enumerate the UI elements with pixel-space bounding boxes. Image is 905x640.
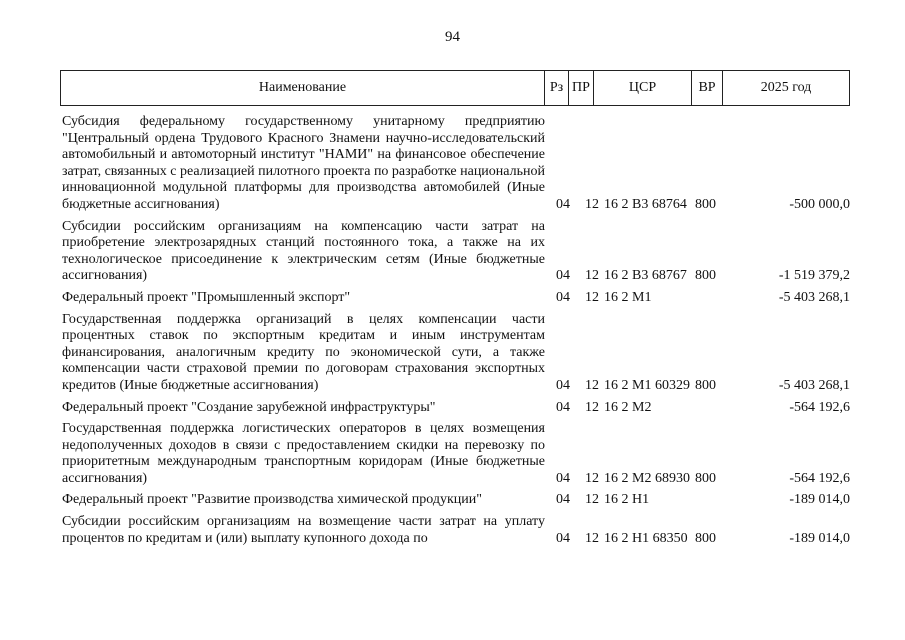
- header-rz: Рз: [544, 71, 568, 105]
- table-header: [60, 70, 850, 106]
- row-vr: 800: [695, 268, 716, 284]
- row-pr: 12: [585, 289, 599, 305]
- row-pr: 12: [585, 492, 599, 508]
- row-vr: 800: [695, 196, 716, 212]
- row-pr: 12: [585, 377, 599, 393]
- table-row: [60, 421, 850, 487]
- header-name: Наименование: [258, 80, 347, 95]
- row-amount: -5 403 268,1: [778, 289, 850, 305]
- row-csr: 16 2 М2: [604, 399, 652, 415]
- row-name: Государственная поддержка логистических операторов в целях возмещения недополученных доходов в связи с предоставлением скидки на перевозку по приоритетным международным транспортным коридорам (Иные бюджетные ассигнования): [62, 421, 545, 486]
- row-csr: 16 2 В3 68764: [604, 196, 687, 212]
- table-row: [60, 492, 850, 509]
- row-pr: 12: [585, 268, 599, 284]
- row-pr: 12: [585, 196, 599, 212]
- row-amount: -1 519 379,2: [778, 268, 850, 284]
- row-pr: 12: [585, 470, 599, 486]
- row-name: Федеральный проект "Развитие производства химической продукции": [62, 492, 482, 508]
- row-name: Субсидия федеральному государственному унитарному предприятию "Центральный ордена Трудового Красного Знамени научно-исследовательский автомобильный и автомоторный институт "НАМИ" на финансовое обеспечение затрат, связанных с реализацией пилотного проекта по разработке национальной инновационной модульной платформы для производства автомобилей (Иные бюджетные ассигнования): [62, 114, 545, 212]
- row-amount: -500 000,0: [789, 196, 850, 212]
- header-pr: ПР: [568, 71, 593, 105]
- table-row: [60, 219, 850, 285]
- row-rz: 04: [556, 470, 570, 486]
- row-csr: 16 2 Н1 68350: [604, 530, 688, 546]
- row-amount: -564 192,6: [789, 399, 850, 415]
- page-number: 94: [445, 29, 460, 45]
- row-name: Федеральный проект "Создание зарубежной инфраструктуры": [62, 399, 436, 415]
- table-row: [60, 290, 850, 307]
- table-row: [60, 400, 850, 417]
- row-amount: -189 014,0: [789, 530, 850, 546]
- row-name: Субсидии российским организациям на компенсацию части затрат на приобретение электрозарядных станций постоянного тока, а также на их технологическое присоединение к электрическим сетям (Иные бюджетные ассигнования): [62, 218, 545, 284]
- row-rz: 04: [556, 492, 570, 508]
- row-csr: 16 2 Н1: [604, 492, 650, 508]
- row-amount: -5 403 268,1: [778, 377, 850, 393]
- row-csr: 16 2 М1 60329: [604, 377, 690, 393]
- row-name: Федеральный проект "Промышленный экспорт": [62, 289, 351, 305]
- row-rz: 04: [556, 196, 570, 212]
- row-vr: 800: [695, 530, 716, 546]
- table-row: [60, 514, 850, 547]
- row-rz: 04: [556, 399, 570, 415]
- row-rz: 04: [556, 530, 570, 546]
- header-vr: ВР: [691, 71, 722, 105]
- row-pr: 12: [585, 530, 599, 546]
- row-vr: 800: [695, 377, 716, 393]
- row-csr: 16 2 М1: [604, 289, 652, 305]
- row-rz: 04: [556, 268, 570, 284]
- row-name: Государственная поддержка организаций в целях компенсации части процентных ставок по экспортным кредитам и иным инструментам финансирования, аналогичным кредиту по экономической сути, а также компенсации части страховой премии по договорам страхования экспортных кредитов (Иные бюджетные ассигнования): [62, 311, 545, 393]
- row-vr: 800: [695, 470, 716, 486]
- row-name: Субсидии российским организациям на возмещение части затрат на уплату процентов по кредитам и (или) выплату купонного дохода по: [62, 514, 545, 546]
- row-rz: 04: [556, 289, 570, 305]
- row-amount: -189 014,0: [789, 492, 850, 508]
- row-csr: 16 2 М2 68930: [604, 470, 690, 486]
- row-amount: -564 192,6: [789, 470, 850, 486]
- header-csr: ЦСР: [593, 71, 691, 105]
- table-body: [60, 114, 850, 552]
- header-year: 2025 год: [722, 71, 849, 105]
- row-pr: 12: [585, 399, 599, 415]
- table-row: [60, 312, 850, 395]
- row-csr: 16 2 В3 68767: [604, 268, 687, 284]
- row-rz: 04: [556, 377, 570, 393]
- table-row: [60, 114, 850, 214]
